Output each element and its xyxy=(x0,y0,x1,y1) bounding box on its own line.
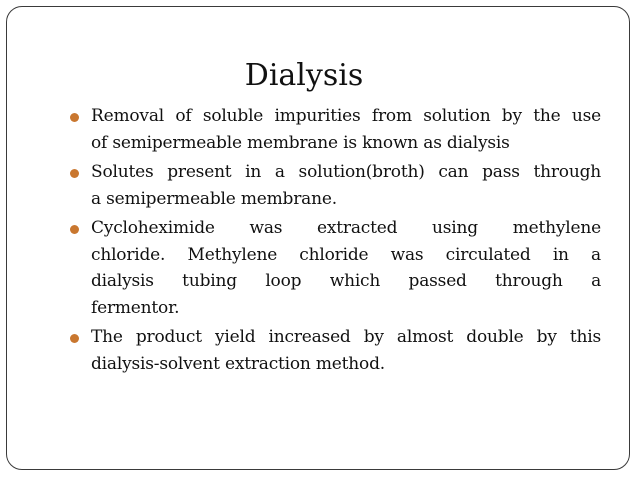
bullet-item xyxy=(70,159,601,212)
bullet-dot-icon xyxy=(70,113,79,122)
bullet-item xyxy=(70,324,601,377)
bullet-line: chloride. Methylene chloride was circulated in a xyxy=(91,244,601,265)
bullet-line: a semipermeable membrane. xyxy=(91,188,337,209)
bullet-line: dialysis tubing loop which passed through a xyxy=(91,271,601,291)
bullet-dot-icon xyxy=(70,225,79,234)
bullet-line: Removal of soluble impurities from solution by the use xyxy=(91,106,601,126)
bullet-line: fermentor. xyxy=(91,297,180,318)
bullet-dot-icon xyxy=(70,169,79,178)
bullet-text xyxy=(91,159,601,212)
bullet-text xyxy=(91,324,601,377)
bullet-text xyxy=(91,215,601,321)
bullet-line: Cycloheximide was extracted using methylene xyxy=(91,218,601,238)
bullet-item xyxy=(70,215,601,321)
bullet-text xyxy=(91,103,601,156)
bullet-line: The product yield increased by almost double by this xyxy=(91,327,601,347)
bullet-line: of semipermeable membrane is known as dialysis xyxy=(91,132,510,153)
bullet-line: Solutes present in a solution(broth) can pass through xyxy=(91,162,601,182)
bullet-dot-icon xyxy=(70,334,79,343)
bullet-line: dialysis-solvent extraction method. xyxy=(91,353,385,374)
slide-title: Dialysis xyxy=(244,58,364,93)
bullet-list xyxy=(70,103,601,380)
bullet-item xyxy=(70,103,601,156)
